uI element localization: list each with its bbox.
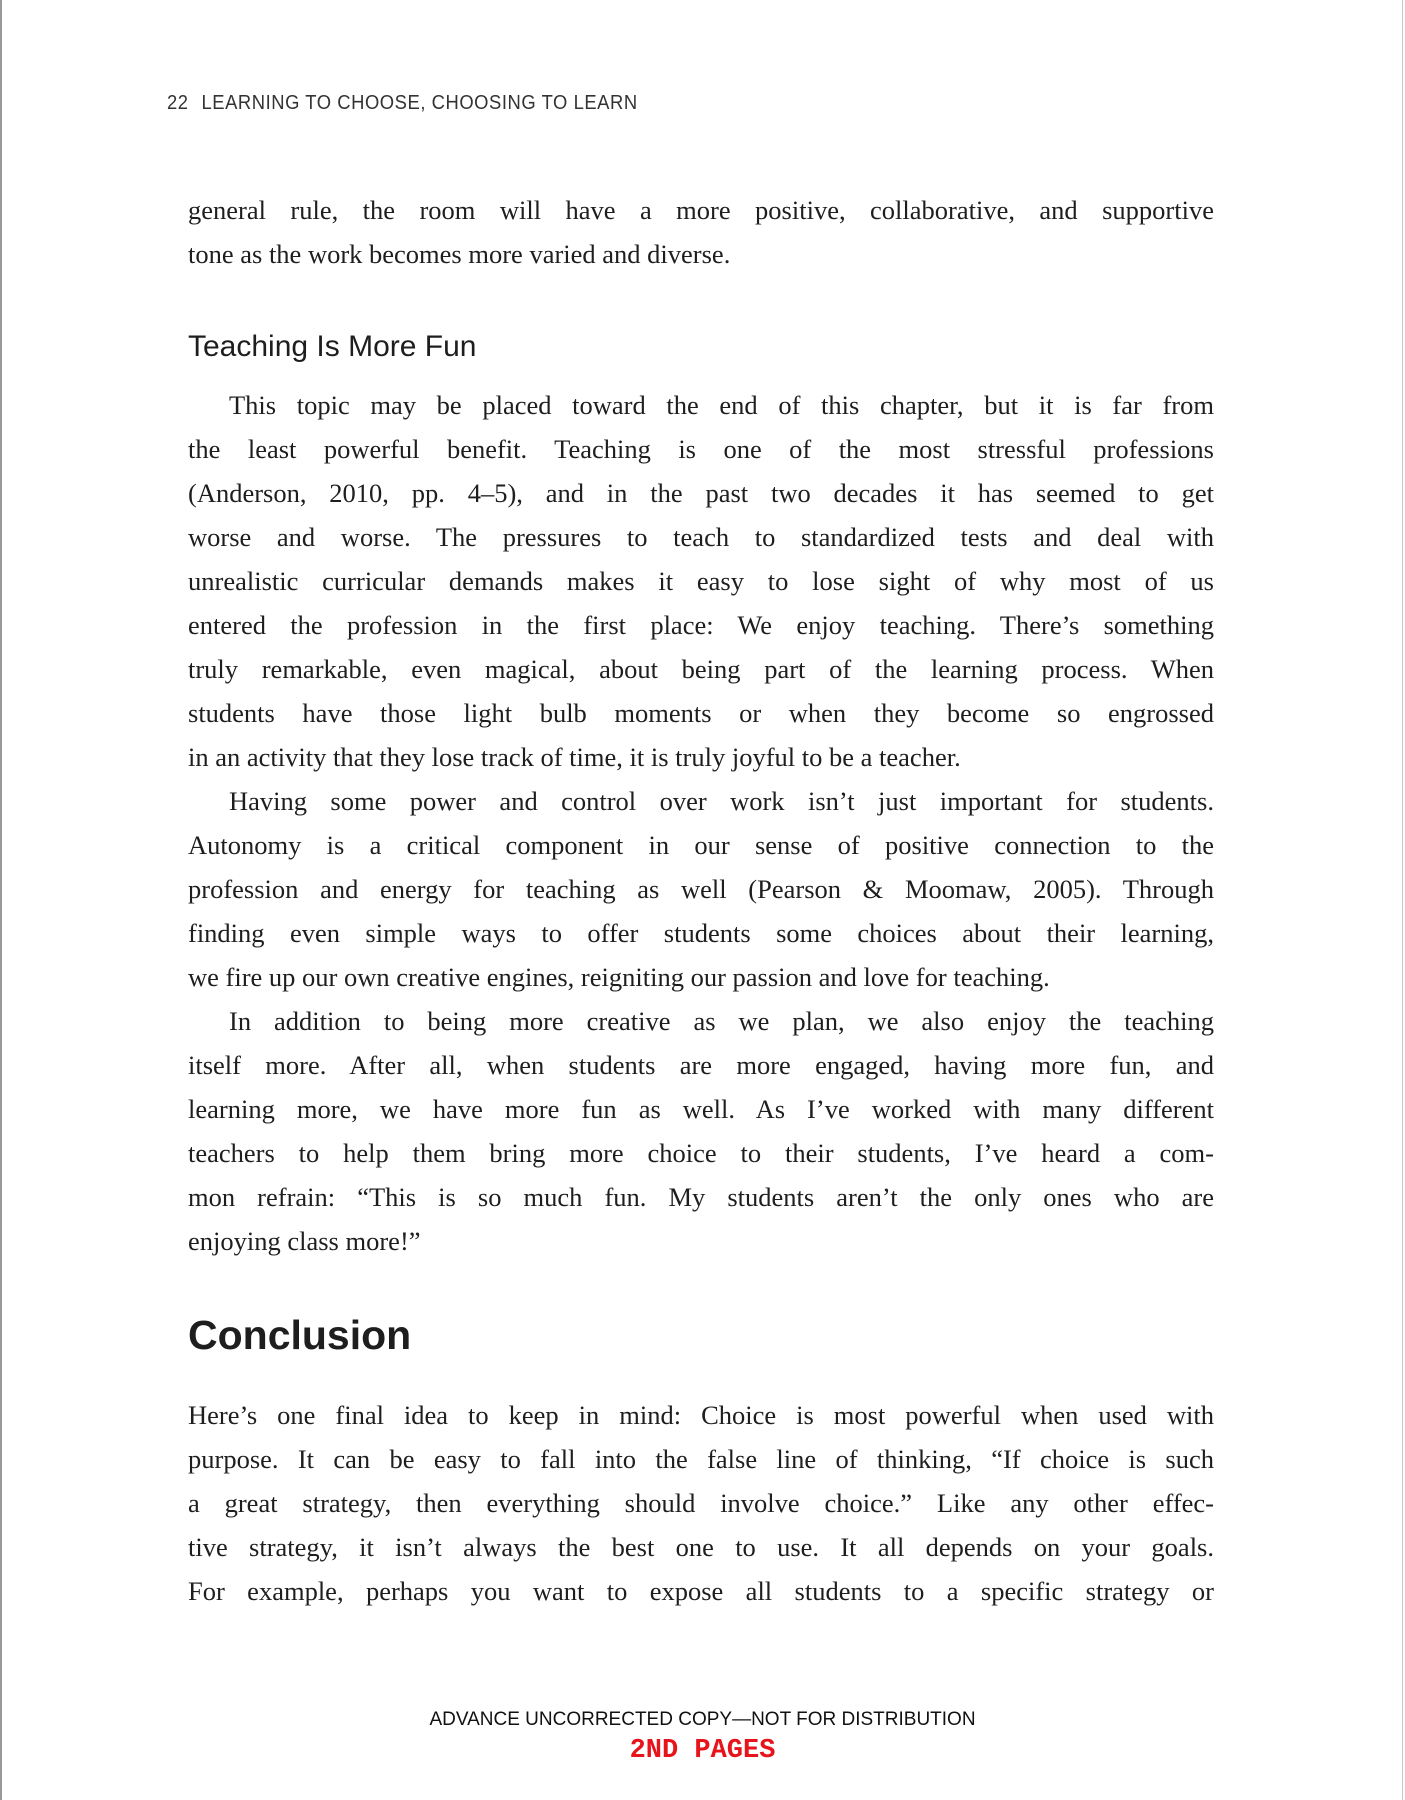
text-line: general rule, the room will have a more positive, collaborative, and supportive: [188, 195, 1214, 225]
running-header: [167, 92, 638, 115]
text-line: purpose. It can be easy to fall into the false line of thinking, “If choice is such: [188, 1444, 1214, 1474]
text-line: truly remarkable, even magical, about being part of the learning process. When: [188, 654, 1214, 684]
text-line: profession and energy for teaching as well (Pearson & Moomaw, 2005). Through: [188, 874, 1214, 904]
running-title: LEARNING TO CHOOSE, CHOOSING TO LEARN: [201, 92, 638, 114]
text-line: itself more. After all, when students are more engaged, having more fun, and: [188, 1050, 1214, 1080]
text-line: Here’s one final idea to keep in mind: Choice is most powerful when used with: [188, 1400, 1214, 1430]
text-line: we fire up our own creative engines, reigniting our passion and love for teaching.: [188, 962, 1050, 992]
text-line: entered the profession in the first place: We enjoy teaching. There’s something: [188, 610, 1214, 640]
paragraph-conclusion: [188, 1393, 1214, 1613]
distribution-notice: ADVANCE UNCORRECTED COPY—NOT FOR DISTRIBUTION: [429, 1709, 976, 1730]
text-line: unrealistic curricular demands makes it easy to lose sight of why most of us: [188, 566, 1214, 596]
text-line: teachers to help them bring more choice to their students, I’ve heard a com-: [188, 1138, 1214, 1168]
text-line: learning more, we have more fun as well. As I’ve worked with many different: [188, 1094, 1214, 1124]
text-line: For example, perhaps you want to expose all students to a specific strategy or: [188, 1576, 1214, 1606]
text-line: mon refrain: “This is so much fun. My students aren’t the only ones who are: [188, 1182, 1214, 1212]
text-line: (Anderson, 2010, pp. 4–5), and in the past two decades it has seemed to get: [188, 478, 1214, 508]
paragraph-intro: [188, 188, 1214, 276]
paragraph: [188, 383, 1214, 779]
paragraph: [188, 999, 1214, 1263]
text-line: This topic may be placed toward the end of this chapter, but it is far from: [229, 390, 1214, 420]
text-line: Autonomy is a critical component in our sense of positive connection to the: [188, 830, 1214, 860]
page-number: 22: [167, 92, 189, 114]
conclusion-heading: Conclusion: [188, 1312, 412, 1358]
proof-stamp: 2ND PAGES: [629, 1736, 776, 1766]
section-heading: Teaching Is More Fun: [188, 330, 477, 363]
text-line: tive strategy, it isn’t always the best one to use. It all depends on your goals.: [188, 1532, 1214, 1562]
text-line: tone as the work becomes more varied and diverse.: [188, 239, 731, 269]
text-line: the least powerful benefit. Teaching is one of the most stressful professions: [188, 434, 1214, 464]
text-line: in an activity that they lose track of time, it is truly joyful to be a teacher.: [188, 742, 961, 772]
section-body: [188, 383, 1214, 1263]
text-line: Having some power and control over work isn’t just important for students.: [229, 786, 1214, 816]
text-line: students have those light bulb moments or when they become so engrossed: [188, 698, 1214, 728]
text-line: In addition to being more creative as we plan, we also enjoy the teaching: [229, 1006, 1214, 1036]
text-line: finding even simple ways to offer students some choices about their learning,: [188, 918, 1214, 948]
text-line: enjoying class more!”: [188, 1226, 421, 1256]
text-line: worse and worse. The pressures to teach to standardized tests and deal with: [188, 522, 1214, 552]
text-line: a great strategy, then everything should involve choice.” Like any other effec-: [188, 1488, 1214, 1518]
paragraph: [188, 779, 1214, 999]
